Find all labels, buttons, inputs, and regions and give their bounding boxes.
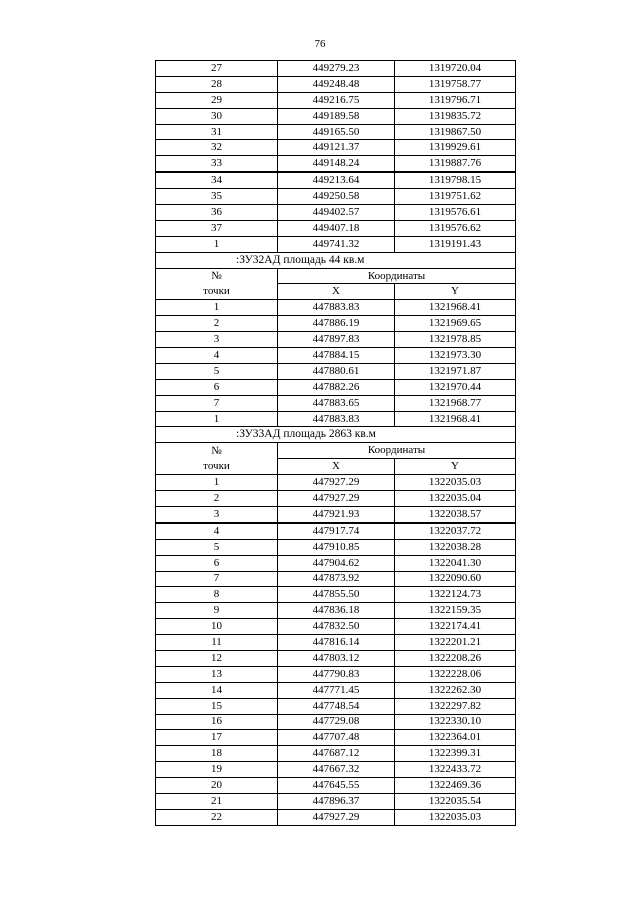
y-coordinate-cell: 1321968.41 bbox=[395, 300, 516, 316]
point-number-cell: 6 bbox=[156, 379, 278, 395]
table-row bbox=[156, 635, 516, 651]
point-number-cell: 7 bbox=[156, 395, 278, 411]
y-coordinate-cell: 1322041.30 bbox=[395, 555, 516, 571]
y-coordinate-cell: 1322174.41 bbox=[395, 619, 516, 635]
point-number-cell: 36 bbox=[156, 205, 278, 221]
page-number: 76 bbox=[314, 38, 326, 50]
point-number-cell: 1 bbox=[156, 411, 278, 427]
y-coordinate-cell: 1319798.15 bbox=[395, 172, 516, 188]
x-coordinate-cell: 447832.50 bbox=[278, 619, 395, 635]
x-coordinate-cell: 447883.65 bbox=[278, 395, 395, 411]
header-point: точки bbox=[156, 284, 278, 300]
x-coordinate-cell: 449216.75 bbox=[278, 92, 395, 108]
x-coordinate-cell: 447921.93 bbox=[278, 506, 395, 522]
point-number-cell: 2 bbox=[156, 316, 278, 332]
table-row bbox=[156, 236, 516, 252]
table-row bbox=[156, 205, 516, 221]
x-coordinate-cell: 447790.83 bbox=[278, 666, 395, 682]
table-row bbox=[156, 793, 516, 809]
y-coordinate-cell: 1319887.76 bbox=[395, 156, 516, 172]
y-coordinate-cell: 1321968.41 bbox=[395, 411, 516, 427]
x-coordinate-cell: 449250.58 bbox=[278, 189, 395, 205]
y-coordinate-cell: 1321968.77 bbox=[395, 395, 516, 411]
point-number-cell: 3 bbox=[156, 506, 278, 522]
point-number-cell: 10 bbox=[156, 619, 278, 635]
table-row bbox=[156, 555, 516, 571]
x-coordinate-cell: 447645.55 bbox=[278, 778, 395, 794]
table-row bbox=[156, 682, 516, 698]
table-row bbox=[156, 189, 516, 205]
y-coordinate-cell: 1322124.73 bbox=[395, 587, 516, 603]
x-coordinate-cell: 447882.26 bbox=[278, 379, 395, 395]
point-number-cell: 22 bbox=[156, 809, 278, 825]
x-coordinate-cell: 449407.18 bbox=[278, 220, 395, 236]
x-coordinate-cell: 449279.23 bbox=[278, 61, 395, 77]
header-y: Y bbox=[395, 284, 516, 300]
point-number-cell: 34 bbox=[156, 172, 278, 188]
y-coordinate-cell: 1322208.26 bbox=[395, 650, 516, 666]
x-coordinate-cell: 447897.83 bbox=[278, 332, 395, 348]
y-coordinate-cell: 1319720.04 bbox=[395, 61, 516, 77]
x-coordinate-cell: 447771.45 bbox=[278, 682, 395, 698]
x-coordinate-cell: 449189.58 bbox=[278, 108, 395, 124]
table-row bbox=[156, 762, 516, 778]
y-coordinate-cell: 1321970.44 bbox=[395, 379, 516, 395]
x-coordinate-cell: 447917.74 bbox=[278, 523, 395, 539]
y-coordinate-cell: 1321969.65 bbox=[395, 316, 516, 332]
y-coordinate-cell: 1319191.43 bbox=[395, 236, 516, 252]
header-x: X bbox=[278, 284, 395, 300]
table-row bbox=[156, 778, 516, 794]
point-number-cell: 37 bbox=[156, 220, 278, 236]
section-title-row bbox=[156, 252, 516, 268]
x-coordinate-cell: 447729.08 bbox=[278, 714, 395, 730]
table-row bbox=[156, 539, 516, 555]
table-row bbox=[156, 363, 516, 379]
x-coordinate-cell: 447803.12 bbox=[278, 650, 395, 666]
table-row bbox=[156, 61, 516, 77]
point-number-cell: 13 bbox=[156, 666, 278, 682]
table-row bbox=[156, 124, 516, 140]
table-row bbox=[156, 698, 516, 714]
table-row bbox=[156, 650, 516, 666]
y-coordinate-cell: 1322469.36 bbox=[395, 778, 516, 794]
point-number-cell: 35 bbox=[156, 189, 278, 205]
y-coordinate-cell: 1322035.04 bbox=[395, 491, 516, 507]
header-row bbox=[156, 443, 516, 459]
y-coordinate-cell: 1322038.57 bbox=[395, 506, 516, 522]
table-row bbox=[156, 332, 516, 348]
x-coordinate-cell: 447667.32 bbox=[278, 762, 395, 778]
section-title: :ЗУ33АД площадь 2863 кв.м bbox=[156, 427, 516, 443]
y-coordinate-cell: 1319576.61 bbox=[395, 205, 516, 221]
point-number-cell: 9 bbox=[156, 603, 278, 619]
table-row bbox=[156, 619, 516, 635]
x-coordinate-cell: 447816.14 bbox=[278, 635, 395, 651]
x-coordinate-cell: 447836.18 bbox=[278, 603, 395, 619]
point-number-cell: 1 bbox=[156, 236, 278, 252]
y-coordinate-cell: 1321971.87 bbox=[395, 363, 516, 379]
table-row bbox=[156, 475, 516, 491]
x-coordinate-cell: 449248.48 bbox=[278, 76, 395, 92]
y-coordinate-cell: 1322159.35 bbox=[395, 603, 516, 619]
y-coordinate-cell: 1322399.31 bbox=[395, 746, 516, 762]
point-number-cell: 18 bbox=[156, 746, 278, 762]
point-number-cell: 27 bbox=[156, 61, 278, 77]
x-coordinate-cell: 447927.29 bbox=[278, 491, 395, 507]
header-number: № bbox=[156, 268, 278, 284]
point-number-cell: 4 bbox=[156, 348, 278, 364]
y-coordinate-cell: 1321973.30 bbox=[395, 348, 516, 364]
point-number-cell: 15 bbox=[156, 698, 278, 714]
table-row bbox=[156, 92, 516, 108]
point-number-cell: 21 bbox=[156, 793, 278, 809]
y-coordinate-cell: 1319758.77 bbox=[395, 76, 516, 92]
table-row bbox=[156, 491, 516, 507]
x-coordinate-cell: 447910.85 bbox=[278, 539, 395, 555]
table-row bbox=[156, 809, 516, 825]
x-coordinate-cell: 447904.62 bbox=[278, 555, 395, 571]
x-coordinate-cell: 447896.37 bbox=[278, 793, 395, 809]
x-coordinate-cell: 447884.15 bbox=[278, 348, 395, 364]
x-coordinate-cell: 447880.61 bbox=[278, 363, 395, 379]
point-number-cell: 19 bbox=[156, 762, 278, 778]
table-row bbox=[156, 523, 516, 539]
table-row bbox=[156, 603, 516, 619]
x-coordinate-cell: 447886.19 bbox=[278, 316, 395, 332]
x-coordinate-cell: 447873.92 bbox=[278, 571, 395, 587]
x-coordinate-cell: 447707.48 bbox=[278, 730, 395, 746]
point-number-cell: 14 bbox=[156, 682, 278, 698]
y-coordinate-cell: 1322330.10 bbox=[395, 714, 516, 730]
x-coordinate-cell: 447748.54 bbox=[278, 698, 395, 714]
header-row bbox=[156, 284, 516, 300]
table-row bbox=[156, 666, 516, 682]
y-coordinate-cell: 1322297.82 bbox=[395, 698, 516, 714]
y-coordinate-cell: 1319751.62 bbox=[395, 189, 516, 205]
y-coordinate-cell: 1322201.21 bbox=[395, 635, 516, 651]
point-number-cell: 7 bbox=[156, 571, 278, 587]
point-number-cell: 3 bbox=[156, 332, 278, 348]
point-number-cell: 1 bbox=[156, 475, 278, 491]
section-title-row bbox=[156, 427, 516, 443]
y-coordinate-cell: 1322262.30 bbox=[395, 682, 516, 698]
header-number: № bbox=[156, 443, 278, 459]
y-coordinate-cell: 1322090.60 bbox=[395, 571, 516, 587]
x-coordinate-cell: 449148.24 bbox=[278, 156, 395, 172]
y-coordinate-cell: 1322433.72 bbox=[395, 762, 516, 778]
x-coordinate-cell: 449213.64 bbox=[278, 172, 395, 188]
x-coordinate-cell: 447855.50 bbox=[278, 587, 395, 603]
x-coordinate-cell: 449402.57 bbox=[278, 205, 395, 221]
point-number-cell: 6 bbox=[156, 555, 278, 571]
point-number-cell: 11 bbox=[156, 635, 278, 651]
point-number-cell: 17 bbox=[156, 730, 278, 746]
table-row bbox=[156, 156, 516, 172]
x-coordinate-cell: 449741.32 bbox=[278, 236, 395, 252]
table-row bbox=[156, 76, 516, 92]
y-coordinate-cell: 1322035.03 bbox=[395, 809, 516, 825]
header-row bbox=[156, 459, 516, 475]
y-coordinate-cell: 1319867.50 bbox=[395, 124, 516, 140]
table-row bbox=[156, 395, 516, 411]
table-row bbox=[156, 571, 516, 587]
table-row bbox=[156, 172, 516, 188]
point-number-cell: 31 bbox=[156, 124, 278, 140]
x-coordinate-cell: 449121.37 bbox=[278, 140, 395, 156]
table-row bbox=[156, 506, 516, 522]
table-row bbox=[156, 140, 516, 156]
x-coordinate-cell: 447927.29 bbox=[278, 475, 395, 491]
y-coordinate-cell: 1319576.62 bbox=[395, 220, 516, 236]
point-number-cell: 29 bbox=[156, 92, 278, 108]
table-row bbox=[156, 108, 516, 124]
table-row bbox=[156, 746, 516, 762]
point-number-cell: 12 bbox=[156, 650, 278, 666]
y-coordinate-cell: 1321978.85 bbox=[395, 332, 516, 348]
table-row bbox=[156, 300, 516, 316]
point-number-cell: 32 bbox=[156, 140, 278, 156]
table-row bbox=[156, 411, 516, 427]
y-coordinate-cell: 1319796.71 bbox=[395, 92, 516, 108]
x-coordinate-cell: 447883.83 bbox=[278, 300, 395, 316]
y-coordinate-cell: 1322364.01 bbox=[395, 730, 516, 746]
x-coordinate-cell: 447883.83 bbox=[278, 411, 395, 427]
point-number-cell: 5 bbox=[156, 539, 278, 555]
point-number-cell: 1 bbox=[156, 300, 278, 316]
point-number-cell: 28 bbox=[156, 76, 278, 92]
point-number-cell: 30 bbox=[156, 108, 278, 124]
point-number-cell: 16 bbox=[156, 714, 278, 730]
point-number-cell: 8 bbox=[156, 587, 278, 603]
section-title: :ЗУ32АД площадь 44 кв.м bbox=[156, 252, 516, 268]
table-row bbox=[156, 379, 516, 395]
header-coordinates: Координаты bbox=[278, 268, 516, 284]
y-coordinate-cell: 1322037.72 bbox=[395, 523, 516, 539]
table-row bbox=[156, 220, 516, 236]
header-row bbox=[156, 268, 516, 284]
x-coordinate-cell: 447927.29 bbox=[278, 809, 395, 825]
header-point: точки bbox=[156, 459, 278, 475]
coordinates-table-body bbox=[156, 61, 516, 826]
header-coordinates: Координаты bbox=[278, 443, 516, 459]
point-number-cell: 20 bbox=[156, 778, 278, 794]
y-coordinate-cell: 1322228.06 bbox=[395, 666, 516, 682]
x-coordinate-cell: 449165.50 bbox=[278, 124, 395, 140]
y-coordinate-cell: 1322035.54 bbox=[395, 793, 516, 809]
x-coordinate-cell: 447687.12 bbox=[278, 746, 395, 762]
table-row bbox=[156, 587, 516, 603]
point-number-cell: 33 bbox=[156, 156, 278, 172]
table-row bbox=[156, 714, 516, 730]
y-coordinate-cell: 1319835.72 bbox=[395, 108, 516, 124]
point-number-cell: 4 bbox=[156, 523, 278, 539]
y-coordinate-cell: 1319929.61 bbox=[395, 140, 516, 156]
header-x: X bbox=[278, 459, 395, 475]
table-row bbox=[156, 316, 516, 332]
header-y: Y bbox=[395, 459, 516, 475]
y-coordinate-cell: 1322035.03 bbox=[395, 475, 516, 491]
coordinates-table bbox=[155, 60, 516, 826]
table-row bbox=[156, 348, 516, 364]
y-coordinate-cell: 1322038.28 bbox=[395, 539, 516, 555]
table-row bbox=[156, 730, 516, 746]
point-number-cell: 5 bbox=[156, 363, 278, 379]
point-number-cell: 2 bbox=[156, 491, 278, 507]
